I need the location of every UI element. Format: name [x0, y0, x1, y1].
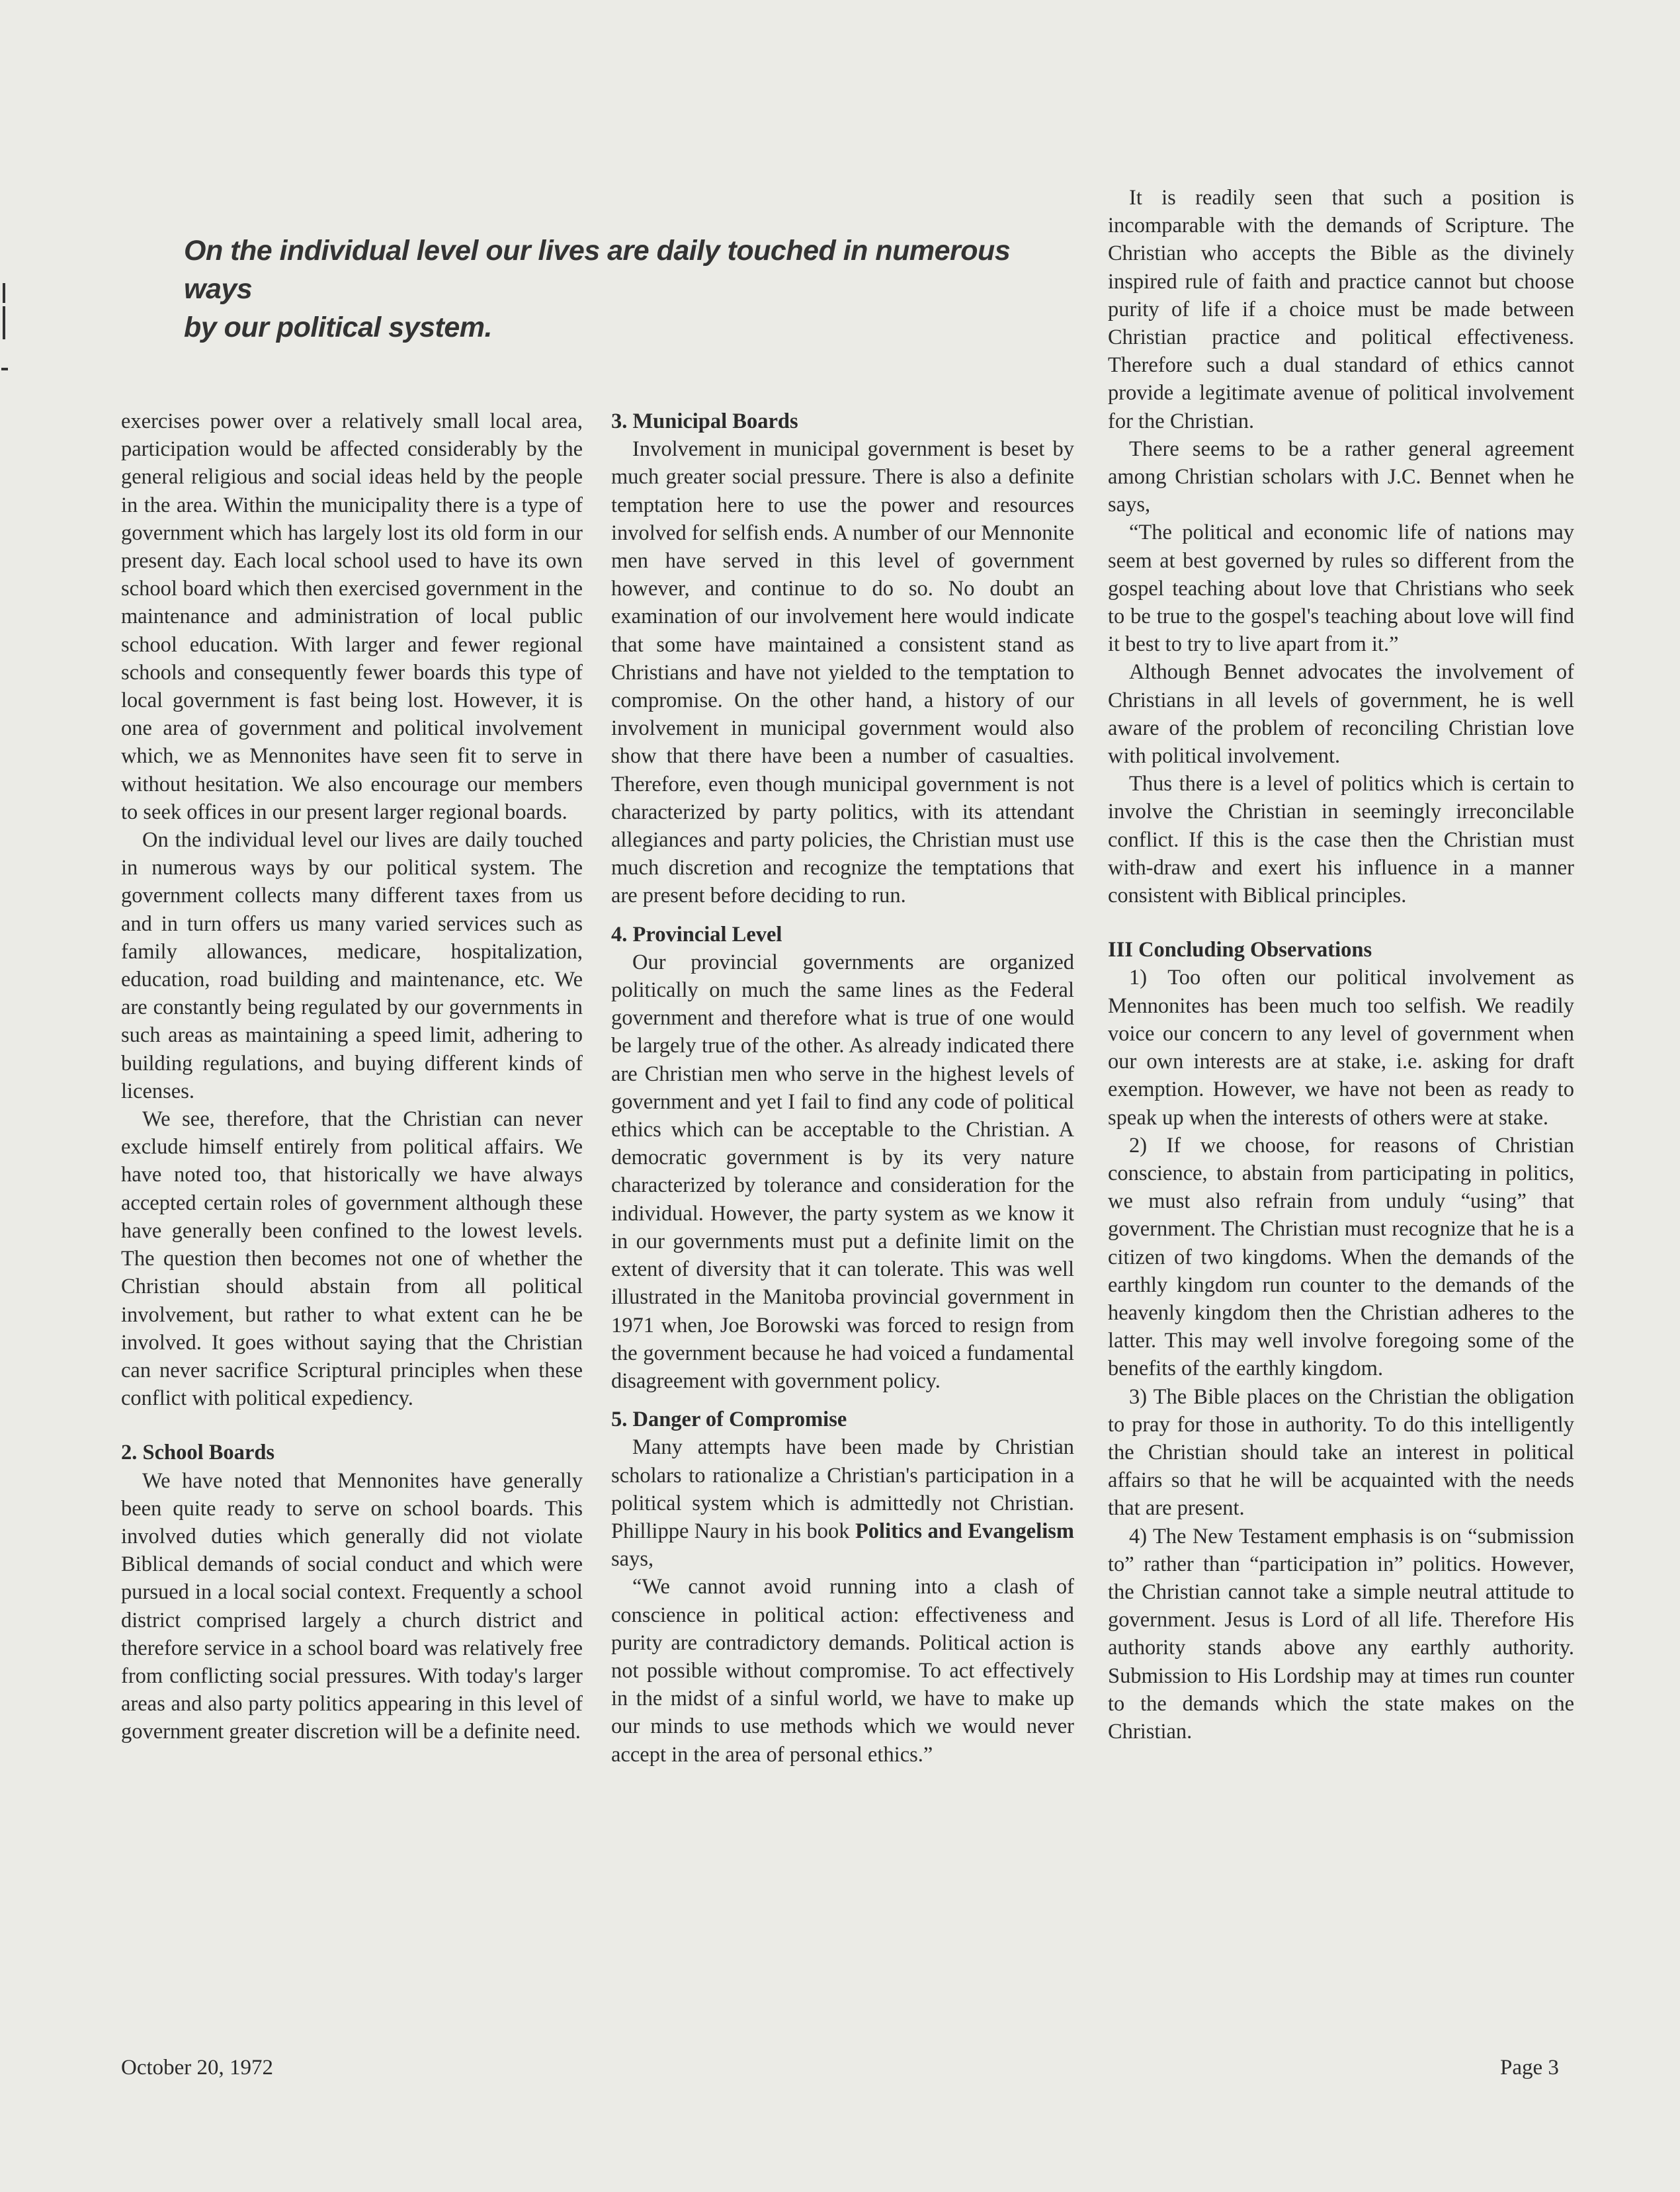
paragraph: Although Bennet advocates the involvement of Christians in all levels of government, he is well aware of the problem of reconciling Christian love with political involvement. — [1108, 660, 1574, 769]
quotation: “We cannot avoid running into a clash of conscience in political action: effectiveness and purity are contradictory demands. Political action is not possible without compromise. To act effectively in the midst of a sinful world, we have to make up our minds to use methods which we would never accept in the area of personal ethics.” — [611, 1575, 1074, 1767]
book-title: Politics and Evangelism — [855, 1519, 1074, 1543]
section-heading-municipal-boards: 3. Municipal Boards — [611, 409, 798, 433]
paragraph: It is readily seen that such a position is incomparable with the demands of Scripture. The Christian who accepts the Bible as the divinely inspired rule of faith and practice cannot but choose purity of life if a choice must be made between Christian practice and political effectiveness. Therefore such a dual standard of ethics cannot provide a legitimate avenue of political involvement for the Christian. — [1108, 186, 1574, 433]
scan-mark — [3, 306, 5, 339]
paragraph: Thus there is a level of politics which is certain to involve the Christian in seemingly irreconcilable conflict. If this is the case then the Christian must with-draw and exert his influence in a manner consistent with Biblical principles. — [1108, 772, 1574, 908]
paragraph: We have noted that Mennonites have generally been quite ready to serve on school boards. This involved duties which generally did not violate Biblical demands of social conduct and which were pursued in a local social context. Frequently a school district comprised largely a church district and therefore service in a school board was relatively free from conflicting social pressures. With today's larger areas and also party politics appearing in this level of government greater discretion will be a definite need. — [121, 1468, 583, 1744]
section-heading-school-boards: 2. School Boards — [121, 1441, 275, 1465]
footer-date: October 20, 1972 — [121, 2056, 274, 2080]
pull-quote-line-1: On the individual level our lives are daily touched in numerous ways — [184, 235, 1011, 305]
scan-mark — [3, 283, 5, 303]
paragraph-text: says, — [611, 1547, 654, 1572]
numbered-point: 1) Too often our political involvement as Mennonites has been much too selfish. We readily voice our concern to any level of government when our own interests are at stake, i.e. asking for draft exemption. However, we have not been as ready to speak up when the interests of others were at stake. — [1108, 966, 1574, 1130]
paragraph-text: Many attempts have been made by Christian scholars to rationalize a Christian's participation in a political system which is admittedly not Christian. Phillippe Naury in his book — [611, 1435, 1074, 1543]
scan-mark — [1, 368, 8, 370]
paragraph: We see, therefore, that the Christian can never exclude himself entirely from political affairs. We have noted too, that historically we have always accepted certain roles of government although these have generally been confined to the lowest levels. The question then becomes not one of whether the Christian should abstain from all political involvement, but rather to what extent can he be involved. It goes without saying that the Christian can never sacrifice Scriptural principles when these conflict with political expediency. — [121, 1107, 583, 1411]
paragraph: Involvement in municipal government is beset by much greater social pressure. There is also a definite temptation here to use the power and resources involved for selfish ends. A number of our Mennonite men have served in this level of government however, and continue to do so. No doubt an examination of our involvement here would indicate that some have maintained a consistent stand as Christians and have not yielded to the temptation to compromise. On the other hand, a history of our involvement in municipal government would also show that there have been a number of casualties. Therefore, even though municipal government is not characterized by party politics, with its attendant allegiances and party policies, the Christian must use much discretion and recognize the temptations that are present before deciding to run. — [611, 437, 1074, 908]
quotation: “The political and economic life of nations may seem at best governed by rules so different from the gospel teaching about love that Christians who seek to be true to the gospel's teaching about love will find it best to try to live apart from it.” — [1108, 521, 1574, 657]
section-heading-concluding-observations: III Concluding Observations — [1108, 938, 1372, 962]
section-heading-provincial-level: 4. Provincial Level — [611, 922, 782, 947]
numbered-point: 4) The New Testament emphasis is on “submission to” rather than “participation in” politics. However, the Christian cannot take a simple neutral attitude to government. Jesus is Lord of all life. Therefore His authority stands above any earthly authority. Submission to His Lordship may at times run counter to the demands which the state makes on the Christian. — [1108, 1524, 1574, 1744]
column-middle — [611, 407, 1074, 1769]
section-heading-danger-of-compromise: 5. Danger of Compromise — [611, 1408, 847, 1432]
paragraph: Our provincial governments are organized politically on much the same lines as the Federal government and therefore what is true of one would be largely true of the other. As already indicated there are Christian men who serve in the highest levels of government and yet I fail to find any code of political ethics which can be acceptable to the Christian. A democratic government is by its very nature characterized by tolerance and consideration for the individual. However, the party system as we know it in our governments must put a definite limit on the extent of diversity that it can tolerate. This was well illustrated in the Manitoba provincial government in 1971 when, Joe Borowski was forced to resign from the government because he had voiced a fundamental disagreement with government policy. — [611, 950, 1074, 1393]
numbered-point: 3) The Bible places on the Christian the obligation to pray for those in authority. To do this intelligently the Christian should take an interest in political affairs so that he will be acquainted with the needs that are present. — [1108, 1384, 1574, 1521]
paragraph — [611, 1433, 1074, 1573]
numbered-point: 2) If we choose, for reasons of Christian conscience, to abstain from participating in politics, we must also refrain from unduly “using” that government. The Christian must recognize that he is a citizen of two kingdoms. When the demands of the earthly kingdom run counter to the demands of the heavenly kingdom then the Christian adheres to the latter. This may well involve foregoing some of the benefits of the earthly kingdom. — [1108, 1133, 1574, 1381]
paragraph: On the individual level our lives are daily touched in numerous ways by our political system. The government collects many different taxes from us and in turn offers us many varied services such as family allowances, medicare, hospitalization, education, road building and maintenance, etc. We are constantly being regulated by our governments in such areas as maintaining a speed limit, adhering to building regulations, and buying different kinds of licenses. — [121, 828, 583, 1103]
column-left — [121, 407, 583, 1746]
pull-quote-line-2: by our political system. — [184, 312, 492, 343]
pull-quote — [184, 232, 1057, 347]
paragraph: There seems to be a rather general agreement among Christian scholars with J.C. Bennet when he says, — [1108, 437, 1574, 517]
paragraph: exercises power over a relatively small local area, participation would be affected considerably by the general religious and social ideas held by the people in the area. Within the municipality there is a type of government which has largely lost its old form in our present day. Each local school used to have its own school board which then exercised government in the maintenance and administration of local public school education. With larger and fewer regional schools and consequently fewer boards this type of local government is fast being lost. However, it is one area of government and political involvement which, we as Mennonites have seen fit to serve in without hesitation. We also encourage our members to seek offices in our present larger regional boards. — [121, 409, 583, 824]
footer-page-number: Page 3 — [1500, 2056, 1559, 2080]
column-right — [1108, 184, 1574, 1746]
